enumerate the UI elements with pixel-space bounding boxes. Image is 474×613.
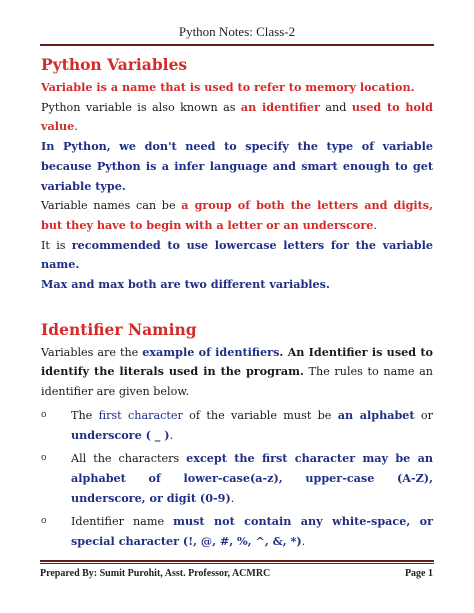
type-inference-paragraph: In Python, we don't need to specify the type of variable because Python is a infer language and smart enough to get variable type. [41, 139, 433, 193]
identifier-paragraph [41, 98, 433, 137]
case-sensitivity-paragraph: Max and max both are two different variables. [41, 277, 330, 292]
bold-run: . An Identifier is used to identify the literals used in the program. [41, 344, 433, 379]
text-run: of the variable must be [182, 408, 338, 422]
section-heading-python-variables: Python Variables [41, 55, 188, 74]
section-heading-identifier-naming: Identifier Naming [41, 319, 197, 339]
footer-rule [40, 560, 434, 562]
definition-paragraph: Variable is a name that is used to refer to memory location. [41, 80, 415, 94]
text-run: The rules to name an identifier are given below. [41, 365, 433, 399]
text-run: Variable names can be [41, 199, 182, 213]
section-gap [41, 295, 433, 317]
list-item [41, 512, 433, 551]
list-item [41, 406, 433, 445]
highlight-run: an alphabet [337, 407, 415, 422]
text-run: . [301, 535, 306, 549]
text-run: All the characters [71, 452, 187, 466]
text-run: It is [41, 238, 72, 252]
text-run: The [71, 408, 99, 422]
highlight-run: underscore ( _ ) [71, 427, 170, 442]
highlight-run: used to hold value [41, 99, 433, 134]
text-run: or [414, 408, 433, 422]
footer-rule-thin [40, 563, 434, 564]
text-run: . [230, 491, 235, 505]
highlight-run: a group of both the letters and digits, but they have to begin with a letter or an underscore [41, 198, 433, 232]
lowercase-paragraph [41, 236, 433, 275]
highlight-run: must not contain any white-space, or special character (!, @, #, %, ^, &, *) [71, 514, 433, 549]
list-item [41, 449, 433, 508]
footer-page-number: Page 1 [404, 568, 433, 579]
text-run: Identifier name [71, 515, 174, 529]
text-run: and [319, 100, 352, 114]
text-run: Variables are the [41, 345, 143, 359]
page-header-title: Python Notes: Class-2 [178, 24, 296, 39]
highlight-run: an identifier [240, 99, 320, 114]
bullet-icon: o [41, 516, 47, 527]
naming-paragraph [41, 196, 433, 235]
bullet-icon: o [41, 453, 47, 464]
page-content [41, 52, 433, 556]
text-run: . [169, 428, 174, 442]
text-run: . [74, 120, 78, 134]
highlight-run: first character [98, 408, 183, 422]
header-rule [40, 44, 434, 46]
identifier-rules-list [41, 406, 433, 552]
highlight-run: recommended to use lowercase letters for the variable name. [41, 237, 433, 272]
bullet-icon: o [41, 409, 47, 420]
text-run: . [373, 218, 377, 232]
footer-author: Prepared By: Sumit Purohit, Asst. Professor, ACMRC [40, 568, 271, 579]
text-run: Python variable is also known as [41, 100, 241, 114]
identifier-intro-paragraph [41, 343, 433, 402]
highlight-run: except the first character may be an alphabet of lower-case(a-z), upper-case (A-Z), underscore, or digit (0-9) [71, 451, 434, 505]
highlight-run: example of identifiers [142, 344, 280, 359]
